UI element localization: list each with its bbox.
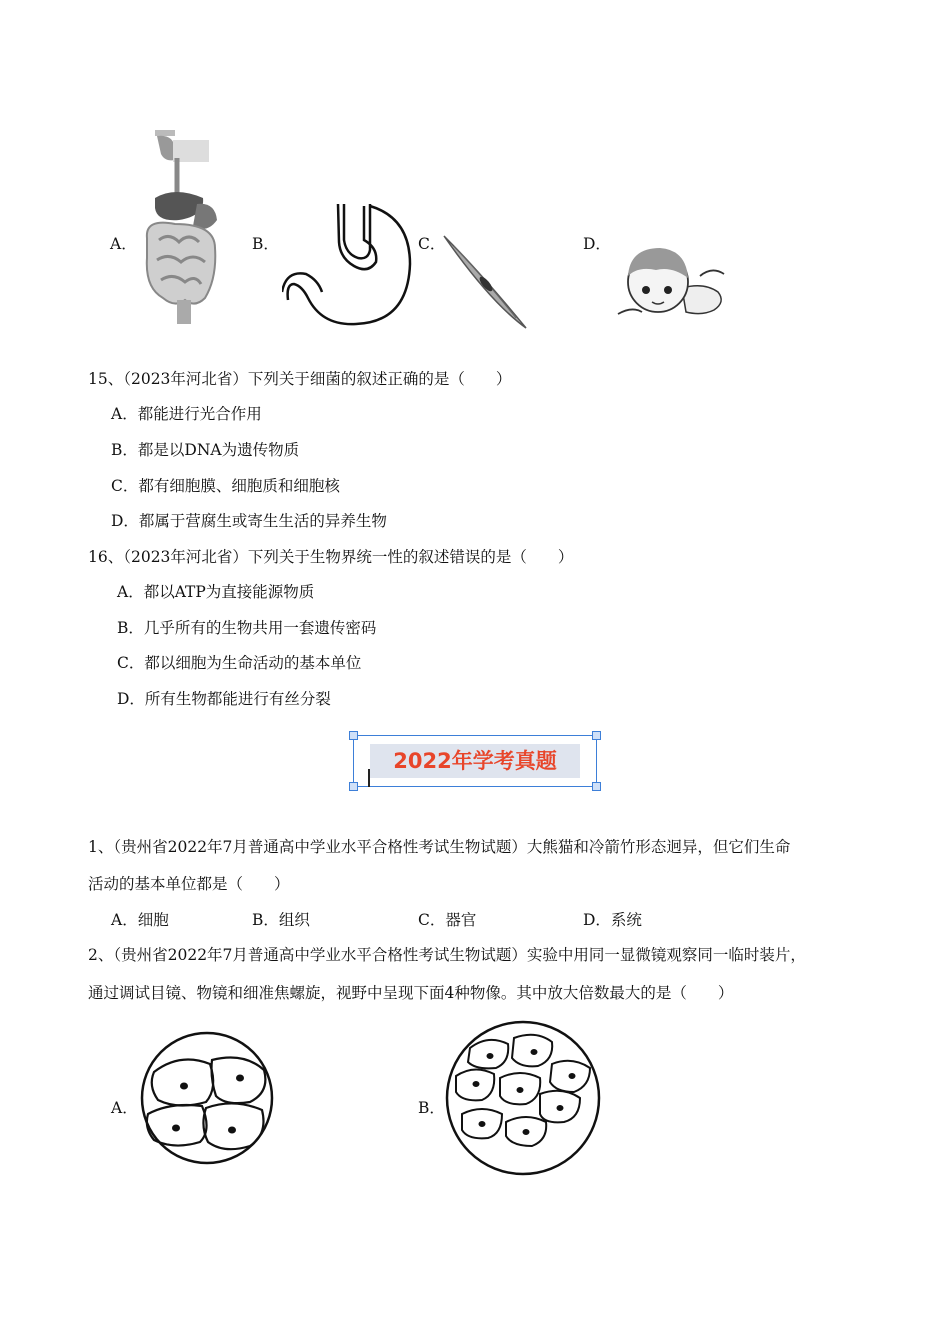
section-banner-title: 2022年学考真题 — [370, 744, 580, 778]
digestive-system-image — [135, 128, 225, 328]
q14-option-a-label: A． — [110, 235, 137, 253]
q2-option-b-label: B． — [418, 1099, 445, 1117]
muscle-cell-image — [440, 232, 530, 332]
microscope-view-b-image — [444, 1018, 604, 1178]
q16-option-a: A．都以ATP为直接能源物质 — [117, 583, 315, 601]
microscope-view-a-image — [140, 1030, 275, 1166]
q15-option-b: B．都是以DNA为遗传物质 — [111, 441, 300, 459]
text-cursor — [368, 769, 370, 787]
q15-option-a: A．都能进行光合作用 — [111, 405, 262, 423]
resize-handle-bottom-right[interactable] — [592, 782, 601, 791]
q1-stem-line2: 活动的基本单位都是（ ） — [88, 875, 290, 893]
q16-option-d: D．所有生物都能进行有丝分裂 — [117, 690, 331, 708]
q1-stem-line1: 1、（贵州省2022年7月普通高中学业水平合格性考试生物试题）大熊猫和冷箭竹形态迥异，但它们生命 — [88, 838, 791, 856]
stomach-outline-image — [282, 200, 417, 330]
q16-option-b: B．几乎所有的生物共用一套遗传密码 — [117, 619, 377, 637]
q15-option-d: D．都属于营腐生或寄生生活的异养生物 — [111, 512, 387, 530]
resize-handle-top-left[interactable] — [349, 731, 358, 740]
section-banner-box[interactable] — [353, 735, 597, 787]
q16-option-c: C．都以细胞为生命活动的基本单位 — [117, 654, 362, 672]
q14-option-d-label: D． — [583, 235, 611, 253]
q1-option-a: A．细胞 — [111, 911, 169, 929]
resize-handle-bottom-left[interactable] — [349, 782, 358, 791]
resize-handle-top-right[interactable] — [592, 731, 601, 740]
q2-option-a-label: A． — [111, 1099, 138, 1117]
q16-stem: 16、（2023年河北省）下列关于生物界统一性的叙述错误的是（ ） — [88, 548, 574, 566]
q1-option-c: C．器官 — [418, 911, 477, 929]
q15-option-c: C．都有细胞膜、细胞质和细胞核 — [111, 477, 340, 495]
q1-option-b: B．组织 — [252, 911, 310, 929]
q14-option-b-label: B． — [252, 235, 279, 253]
q15-stem: 15、（2023年河北省）下列关于细菌的叙述正确的是（ ） — [88, 370, 512, 388]
q2-stem-line1: 2、（贵州省2022年7月普通高中学业水平合格性考试生物试题）实验中用同一显微镜观察同一临时装片， — [88, 946, 806, 964]
q14-option-c-label: C． — [418, 235, 446, 253]
q1-option-d: D．系统 — [583, 911, 642, 929]
baby-image — [612, 236, 732, 331]
q2-stem-line2: 通过调试目镜、物镜和细准焦螺旋，视野中呈现下面4种物像。其中放大倍数最大的是（ ） — [88, 984, 734, 1002]
